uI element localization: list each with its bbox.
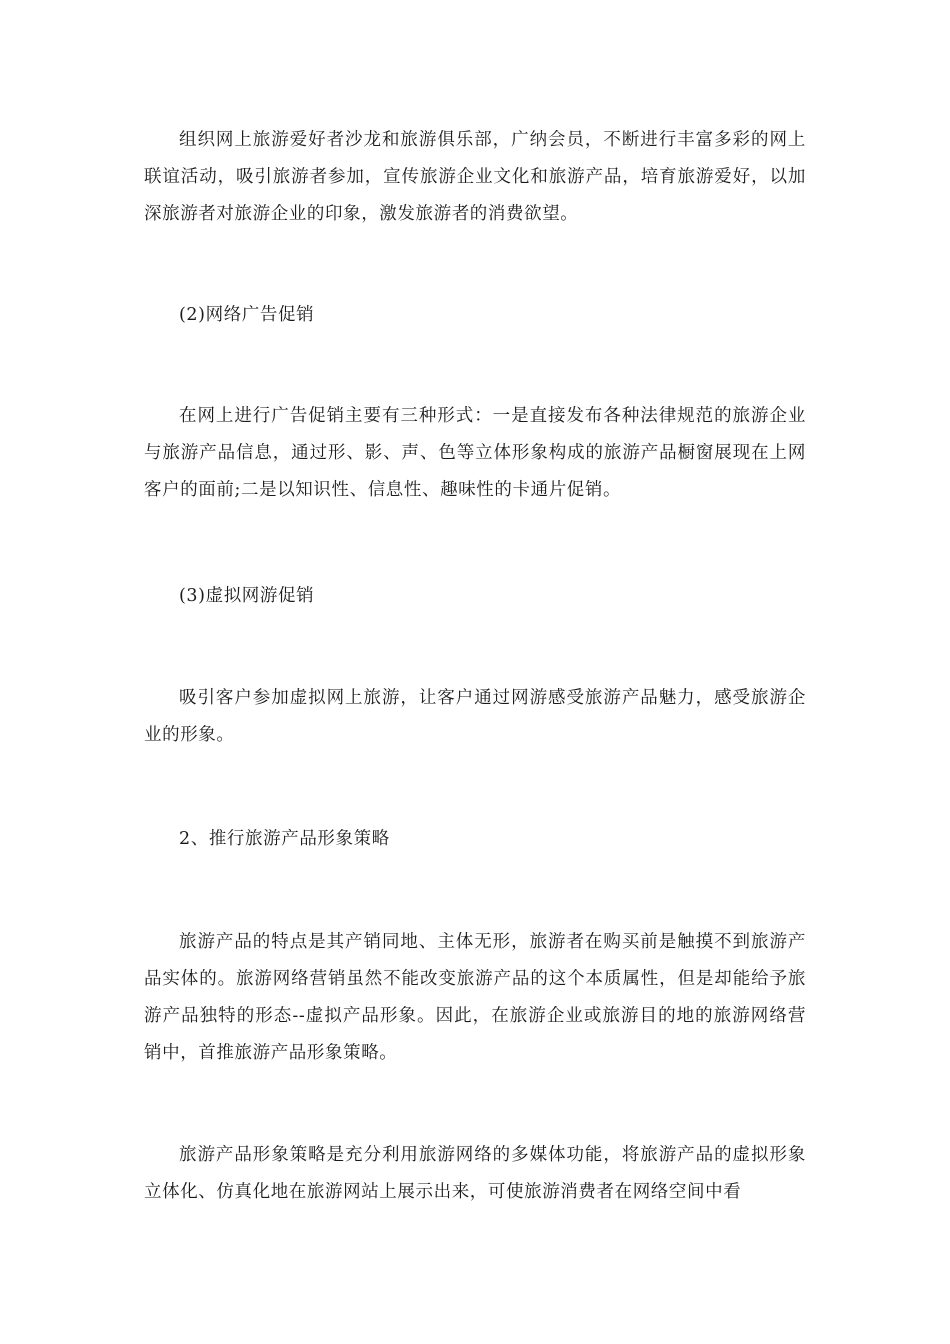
paragraph-ad-forms: 在网上进行广告促销主要有三种形式：一是直接发布各种法律规范的旅游企业与旅游产品信息，通过形、影、声、色等立体形象构成的旅游产品橱窗展现在上网客户的面前;二是以知识性、信息性、趣味性的卡通片促销。 [144, 406, 806, 500]
heading-product-image-strategy: 2、推行旅游产品形象策略 [179, 829, 390, 849]
paragraph-image-strategy: 旅游产品形象策略是充分利用旅游网络的多媒体功能，将旅游产品的虚拟形象立体化、仿真化地在旅游网站上展示出来，可使旅游消费者在网络空间中看 [144, 1145, 806, 1202]
paragraph-online-club: 组织网上旅游爱好者沙龙和旅游俱乐部，广纳会员，不断进行丰富多彩的网上联谊活动，吸引旅游者参加，宣传旅游企业文化和旅游产品，培育旅游爱好，以加深旅游者对旅游企业的印象，激发旅游者的消费欲望。 [144, 130, 806, 224]
heading-virtual-tour-promotion: (3)虚拟网游促销 [179, 586, 315, 606]
paragraph-virtual-tour: 吸引客户参加虚拟网上旅游，让客户通过网游感受旅游产品魅力，感受旅游企业的形象。 [144, 688, 806, 745]
paragraph-product-features: 旅游产品的特点是其产销同地、主体无形，旅游者在购买前是触摸不到旅游产品实体的。旅游网络营销虽然不能改变旅游产品的这个本质属性，但是却能给予旅游产品独特的形态--虚拟产品形象。因此，在旅游企业或旅游目的地的旅游网络营销中，首推旅游产品形象策略。 [144, 932, 806, 1063]
heading-online-ad-promotion: (2)网络广告促销 [179, 305, 315, 325]
